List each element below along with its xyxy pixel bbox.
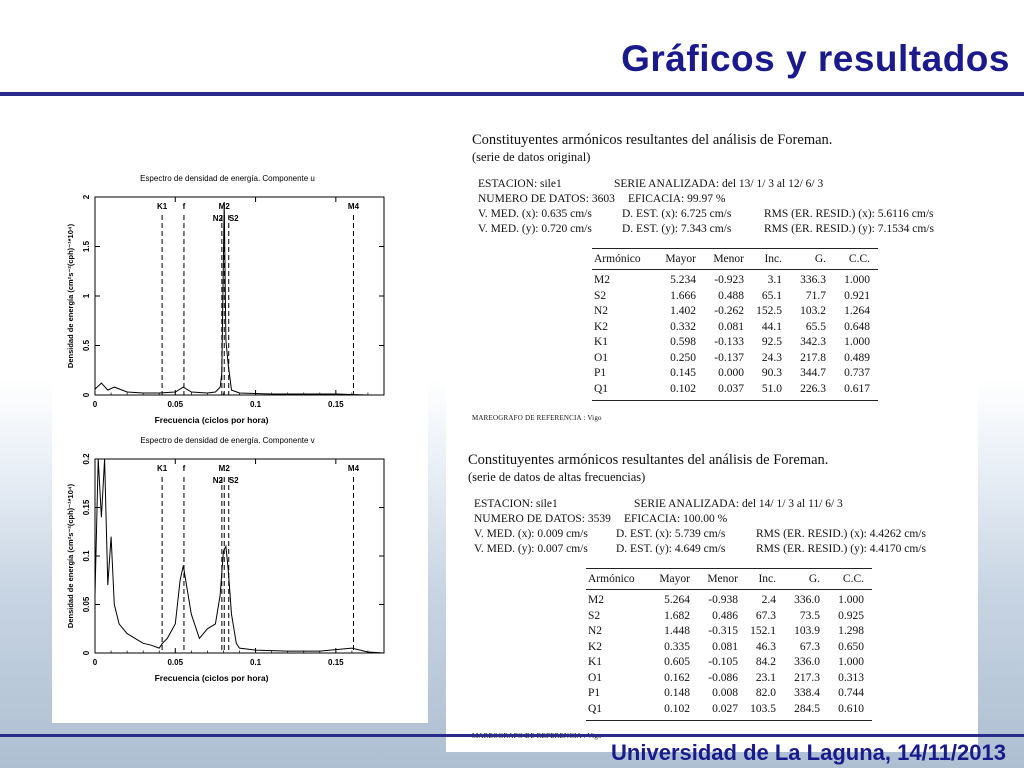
table-cell: 0.486 <box>712 609 738 622</box>
table-cell: 338.4 <box>794 687 820 699</box>
table-cell: 0.489 <box>844 351 870 364</box>
table-cell: O1 <box>588 671 603 684</box>
info-numero: NUMERO DE DATOS: 3603 <box>478 193 615 205</box>
y-tick-label: 0.1 <box>82 550 91 562</box>
table-cell: 0.598 <box>670 336 696 348</box>
constituent-label: f <box>182 464 186 473</box>
info-eficacia: EFICACIA: 100.00 % <box>624 513 728 525</box>
table-cell: 71.7 <box>805 289 826 302</box>
table-cell: -0.938 <box>708 594 738 606</box>
info-rms-y: RMS (ER. RESID.) (y): 7.1534 cm/s <box>764 223 934 235</box>
table-cell: 92.5 <box>761 336 782 348</box>
info-vmed-x: V. MED. (x): 0.009 cm/s <box>474 528 588 540</box>
table-header <box>586 573 872 588</box>
table-row <box>586 672 872 687</box>
x-tick-label: 0.05 <box>167 400 184 409</box>
chart-title: Espectro de densidad de energía. Componente v <box>140 436 315 445</box>
table-cell: 1.448 <box>664 625 690 637</box>
table-cell: 1.000 <box>844 336 870 348</box>
table-row <box>586 656 872 671</box>
table-cell: 0.148 <box>664 687 690 699</box>
table-cell: 342.3 <box>800 336 826 348</box>
table-cell: -0.923 <box>714 274 744 286</box>
table-cell: 0.037 <box>718 382 744 395</box>
table-cell: 1.402 <box>670 305 696 317</box>
table-cell: 0.332 <box>670 320 696 333</box>
info-dest-y: D. EST. (y): 4.649 cm/s <box>616 543 726 555</box>
spectrum-line <box>95 202 384 395</box>
table-row <box>592 290 878 305</box>
table-cell: 0.650 <box>838 640 864 653</box>
table-cell: K2 <box>588 640 603 653</box>
table-cell: Q1 <box>588 702 603 715</box>
footer-rule <box>0 734 1024 737</box>
y-tick-label: 1 <box>82 293 91 299</box>
table-cell: 1.000 <box>844 274 870 286</box>
header-cell: Armónico <box>588 573 635 585</box>
table-cell: 336.0 <box>794 656 820 668</box>
x-tick-label: 0 <box>92 658 98 667</box>
spectra-svg <box>52 165 428 723</box>
y-tick-label: 0 <box>82 392 91 398</box>
table-cell: -0.315 <box>708 625 738 637</box>
header-cell: G. <box>814 253 826 265</box>
table-cell: 0.008 <box>712 687 738 699</box>
table-cell: S2 <box>594 289 607 302</box>
table-cell: K1 <box>588 656 603 668</box>
table-cell: 0.335 <box>664 640 690 653</box>
constituent-label: K1 <box>156 202 168 211</box>
header-cell: C.C. <box>842 573 864 585</box>
y-tick-label: 0.15 <box>82 499 91 516</box>
constituent-label: M2 <box>218 202 230 211</box>
table-cell: K1 <box>594 336 609 348</box>
table-cell: 0.744 <box>838 687 864 699</box>
table-cell: P1 <box>588 687 601 699</box>
table-cell: Q1 <box>594 382 609 395</box>
table-row <box>592 336 878 351</box>
header-cell: Menor <box>707 573 738 585</box>
table-cell: -0.105 <box>708 656 738 668</box>
table-cell: 1.000 <box>838 594 864 606</box>
constituent-label: N2 <box>212 214 223 223</box>
table-rule-mid <box>586 589 872 590</box>
y-tick-label: 0.05 <box>82 596 91 613</box>
y-axis-label: Densidad de energía (cm²s⁻²(cph)⁻¹*10⁴) <box>66 223 75 369</box>
constituent-label: M4 <box>347 464 360 473</box>
table-cell: 3.1 <box>767 274 782 286</box>
constituent-label: f <box>182 202 186 211</box>
info-dest-y: D. EST. (y): 7.343 cm/s <box>622 223 732 235</box>
table-row <box>586 687 872 702</box>
info-dest-x: D. EST. (x): 5.739 cm/s <box>616 528 726 540</box>
x-axis-label: Frecuencia (ciclos por hora) <box>154 415 269 425</box>
table-cell: 336.0 <box>794 594 820 606</box>
info-serie: SERIE ANALIZADA: del 14/ 1/ 3 al 11/ 6/ 3 <box>634 498 843 510</box>
table-cell: 84.2 <box>755 656 776 668</box>
info-numero: NUMERO DE DATOS: 3539 <box>474 513 611 525</box>
table-cell: 44.1 <box>761 320 782 333</box>
x-tick-label: 0.15 <box>328 400 344 409</box>
table-cell: 1.682 <box>664 609 690 622</box>
table-row <box>592 321 878 336</box>
harmonics-table <box>586 568 872 723</box>
table-cell: 0.617 <box>844 382 870 395</box>
table-cell: 65.1 <box>761 289 782 302</box>
constituent-label: S2 <box>228 476 239 485</box>
info-estacion: ESTACION: sile1 <box>474 498 558 510</box>
table-row <box>592 383 878 398</box>
header-cell: C.C. <box>848 253 870 265</box>
table-cell: 0.488 <box>718 289 744 302</box>
info-vmed-x: V. MED. (x): 0.635 cm/s <box>478 208 592 220</box>
table-cell: 2.4 <box>761 594 776 606</box>
table-rule-top <box>586 568 872 569</box>
table-row <box>586 641 872 656</box>
header-cell: Inc. <box>758 573 776 585</box>
x-tick-label: 0 <box>92 400 98 409</box>
table-cell: K2 <box>594 320 609 333</box>
table-rule-bottom <box>592 400 878 401</box>
title-rule <box>0 92 1024 96</box>
table-cell: 0.145 <box>670 367 696 379</box>
table-cell: 344.7 <box>800 367 826 379</box>
table-cell: 0.313 <box>838 671 864 684</box>
header-cell: Mayor <box>659 573 690 585</box>
table-cell: 5.264 <box>664 594 690 606</box>
header-cell: Menor <box>713 253 744 265</box>
y-tick-label: 0.2 <box>82 453 91 465</box>
table-row <box>586 594 872 609</box>
info-dest-x: D. EST. (x): 6.725 cm/s <box>622 208 732 220</box>
table-row <box>592 367 878 382</box>
table-cell: -0.262 <box>714 305 744 317</box>
section-subtitle: (serie de datos de altas frecuencias) <box>468 470 646 484</box>
table-cell: 0.162 <box>664 671 690 684</box>
table-cell: 1.298 <box>838 625 864 637</box>
constituent-label: M4 <box>347 202 360 211</box>
table-cell: 336.3 <box>800 274 826 286</box>
constituent-label: S2 <box>228 214 239 223</box>
info-vmed-y: V. MED. (y): 0.007 cm/s <box>474 543 588 555</box>
constituent-label: K1 <box>156 464 168 473</box>
header-cell: Inc. <box>764 253 782 265</box>
plot-frame <box>95 197 384 395</box>
table-cell: 0.081 <box>712 640 738 653</box>
info-vmed-y: V. MED. (y): 0.720 cm/s <box>478 223 592 235</box>
plot-frame <box>95 459 384 653</box>
table-cell: -0.137 <box>714 351 744 364</box>
table-cell: 152.5 <box>756 305 782 317</box>
spectrum-line <box>95 459 384 653</box>
table-cell: 217.8 <box>800 351 826 364</box>
harmonics-table <box>592 248 878 403</box>
table-cell: 67.3 <box>799 640 820 653</box>
section-title: Constituyentes armónicos resultantes del análisis de Foreman. <box>472 132 833 148</box>
table-row <box>592 274 878 289</box>
constituent-label: M2 <box>218 464 230 473</box>
table-row <box>592 352 878 367</box>
table-cell: S2 <box>588 609 601 622</box>
table-cell: 103.9 <box>794 625 820 637</box>
table-cell: 0.925 <box>838 609 864 622</box>
table-cell: 0.610 <box>838 702 864 715</box>
table-cell: 24.3 <box>761 351 782 364</box>
table-cell: 1.264 <box>844 305 870 317</box>
table-cell: 82.0 <box>755 687 776 699</box>
info-rms-x: RMS (ER. RESID.) (x): 5.6116 cm/s <box>764 208 934 220</box>
constituent-label: N2 <box>212 476 223 485</box>
table-cell: 0.605 <box>664 656 690 668</box>
x-tick-label: 0.15 <box>328 658 344 667</box>
y-axis-label: Densidad de energía (cm²s⁻²(cph)⁻¹*10⁴) <box>66 483 75 629</box>
info-rms-y: RMS (ER. RESID.) (y): 4.4170 cm/s <box>756 543 926 555</box>
header-cell: Mayor <box>665 253 696 265</box>
table-cell: 284.5 <box>794 702 820 715</box>
info-estacion: ESTACION: sile1 <box>478 178 562 190</box>
y-tick-label: 1.5 <box>82 240 91 253</box>
spectra-panel <box>52 165 428 723</box>
table-cell: 0.102 <box>664 702 690 715</box>
header-cell: G. <box>808 573 820 585</box>
y-tick-label: 0 <box>82 650 91 656</box>
table-cell: 0.250 <box>670 351 696 364</box>
chart-title: Espectro de densidad de energía. Componente u <box>140 174 315 183</box>
table-row <box>586 703 872 718</box>
reference-note: MAREOGRAFO DE REFERENCIA : Vigo <box>472 414 602 422</box>
table-cell: 23.1 <box>755 671 776 684</box>
table-row <box>586 610 872 625</box>
x-tick-label: 0.1 <box>249 400 262 409</box>
header-cell: Armónico <box>594 253 641 265</box>
slide-title: Gráficos y resultados <box>621 38 1010 79</box>
info-serie: SERIE ANALIZADA: del 13/ 1/ 3 al 12/ 6/ 3 <box>614 178 824 190</box>
table-cell: 1.666 <box>670 289 696 302</box>
table-cell: 0.648 <box>844 320 870 333</box>
table-cell: M2 <box>594 274 610 286</box>
table-cell: 0.102 <box>670 382 696 395</box>
section-title: Constituyentes armónicos resultantes del análisis de Foreman. <box>468 452 829 468</box>
x-tick-label: 0.1 <box>249 658 262 667</box>
table-cell: 0.027 <box>712 702 738 715</box>
table-cell: 0.921 <box>844 289 870 302</box>
y-tick-label: 2 <box>82 194 91 200</box>
table-cell: 226.3 <box>800 382 826 395</box>
table-rule-bottom <box>586 720 872 721</box>
table-cell: 46.3 <box>755 640 776 653</box>
y-tick-label: 0.5 <box>82 339 91 352</box>
table-cell: 0.000 <box>718 367 744 379</box>
footer-text: Universidad de La Laguna, 14/11/2013 <box>611 740 1006 765</box>
results-panel <box>446 124 978 752</box>
table-cell: 90.3 <box>761 367 782 379</box>
table-cell: 103.5 <box>750 702 776 715</box>
table-cell: N2 <box>594 305 609 317</box>
table-cell: 1.000 <box>838 656 864 668</box>
table-cell: O1 <box>594 351 609 364</box>
table-cell: 65.5 <box>805 320 826 333</box>
table-header <box>592 253 878 268</box>
table-cell: 73.5 <box>799 609 820 622</box>
table-cell: 0.737 <box>844 367 870 379</box>
table-cell: 217.3 <box>794 671 820 684</box>
table-rule-top <box>592 248 878 249</box>
table-cell: 103.2 <box>800 305 826 317</box>
info-rms-x: RMS (ER. RESID.) (x): 4.4262 cm/s <box>756 528 926 540</box>
table-cell: 0.081 <box>718 320 744 333</box>
info-eficacia: EFICACIA: 99.97 % <box>628 193 726 205</box>
x-tick-label: 0.05 <box>167 658 184 667</box>
table-cell: M2 <box>588 594 604 606</box>
table-cell: 152.1 <box>750 625 776 637</box>
table-cell: -0.133 <box>714 336 744 348</box>
table-rule-mid <box>592 269 878 270</box>
table-cell: N2 <box>588 625 603 637</box>
table-cell: 51.0 <box>761 382 782 395</box>
table-cell: P1 <box>594 367 607 379</box>
table-cell: 5.234 <box>670 274 696 286</box>
x-axis-label: Frecuencia (ciclos por hora) <box>154 673 269 683</box>
table-cell: -0.086 <box>708 671 738 684</box>
table-cell: 67.3 <box>755 609 776 622</box>
table-row <box>592 305 878 320</box>
section-subtitle: (serie de datos original) <box>472 150 591 164</box>
table-row <box>586 625 872 640</box>
